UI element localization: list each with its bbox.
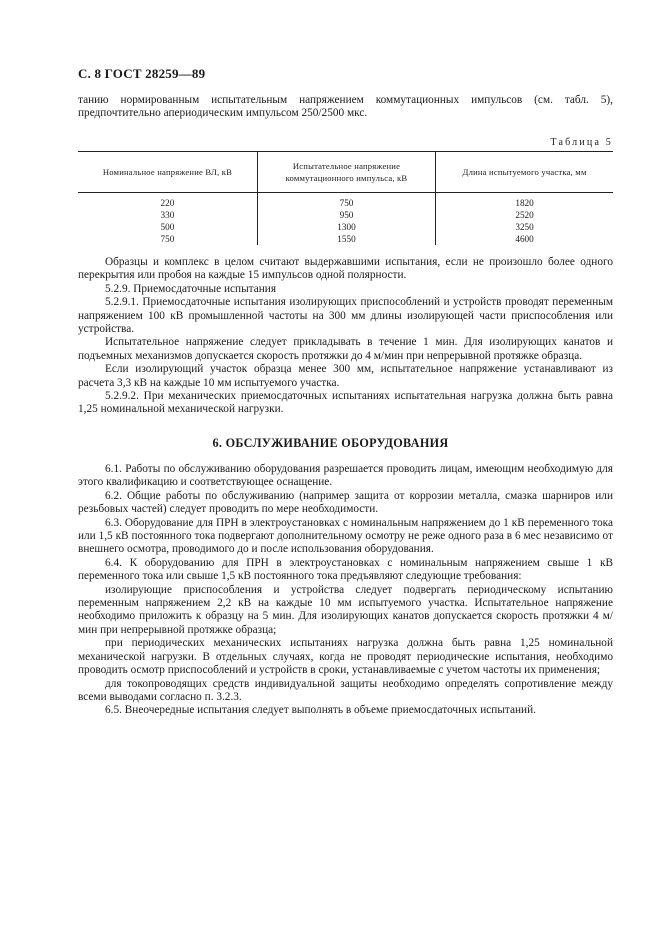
paragraph: 6.3. Оборудование для ПРН в электроустановках с номинальным напряжением до 1 кВ переменного тока или 1,5 кВ постоянного тока подвергают дополнительному осмотру не реже одного раза в 6 мес независимо от внешнего осмотра, проводимого до и после использования оборудования. — [78, 516, 613, 556]
table-row — [78, 193, 613, 246]
paragraph: 6.1. Работы по обслуживанию оборудования разрешается проводить лицам, имеющим необходимую для этого квалификацию и соответствующее оснащение. — [78, 463, 613, 489]
table-header-cell: Длина испытуемого участка, мм — [436, 152, 613, 193]
paragraph: для токопроводящих средств индивидуальной защиты необходимо определять сопротивление между всеми выводами согласно п. 3.2.3. — [78, 677, 613, 703]
paragraph: при периодических механических испытаниях нагрузка должна быть равна 1,25 номинальной механической нагрузки. В отдельных случаях, когда не проводят периодические испытания, необходимо проводить осмотр приспособлений и устройств в сроки, устанавливаемые с учетом частоты их применения; — [78, 637, 613, 677]
intro-paragraph — [78, 94, 613, 121]
paragraph: 5.2.9.1. Приемосдаточные испытания изолирующих приспособлений и устройств проводят переменным напряжением 100 кВ промышленной частоты на 300 мм длины изолирующей части приспособления или устройства. — [78, 296, 613, 336]
paragraph: Если изолирующий участок образца менее 300 мм, испытательное напряжение устанавливают из расчета 3,3 кВ на каждые 10 мм испытуемого участка. — [78, 363, 613, 389]
paragraph: 6.5. Внеочередные испытания следует выполнять в объеме приемосдаточных испытаний. — [105, 704, 536, 717]
after-table-block — [78, 256, 613, 417]
paragraph: Образцы и комплекс в целом считают выдержавшими испытания, если не произошло более одного перекрытия или пробоя на каждые 15 импульсов одной полярности. — [78, 256, 613, 282]
table-header-row — [78, 152, 613, 193]
paragraph: 6.4. К оборудованию для ПРН в электроустановках с номинальным напряжением свыше 1 кВ переменного тока или свыше 1,5 кВ постоянного тока предъявляют следующие требования: — [78, 556, 613, 583]
intro-text: танию нормированным испытательным напряжением коммутационных импульсов (см. табл. 5), предпочтительно апериодическим импульсом 250/2500 мкс. — [78, 94, 613, 120]
table-cell-test-voltage: 750 950 1300 1550 — [257, 193, 435, 246]
table-cell-nominal-voltage: 220 330 500 750 — [160, 198, 175, 244]
page-header: С. 8 ГОСТ 28259—89 — [78, 66, 206, 81]
paragraph: 5.2.9.2. При механических приемосдаточных испытаниях испытательная нагрузка должна быть равна 1,25 номинальной механической нагрузки. — [78, 390, 613, 416]
section-heading: 6. ОБСЛУЖИВАНИЕ ОБОРУДОВАНИЯ — [212, 436, 449, 450]
table-cell-length: 1820 2520 3250 4600 — [436, 193, 613, 246]
section-6-block — [78, 463, 613, 718]
paragraph: 6.2. Общие работы по обслуживанию (например защита от коррозии металла, смазка шарниров или резьбовых частей) следует проводить по мере необходимости. — [78, 489, 613, 516]
table-5 — [78, 151, 613, 245]
table-header-cell: Испытательное напряжение коммутационного импульса, кВ — [257, 152, 435, 193]
table-caption: Таблица 5 — [550, 137, 613, 148]
paragraph: изолирующие приспособления и устройства следует подвергать периодическому испытанию переменным напряжением 2,2 кВ на каждые 10 мм испытуемого участка. Испытательное напряжение необходимо приложить к образцу на 5 мин. Для изолирующих канатов допускается скорость протяжки 4 м/мин при непрерывной протяжке образца; — [78, 583, 613, 636]
table-header-cell: Номинальное напряжение ВЛ, кВ — [78, 152, 257, 193]
paragraph: 5.2.9. Приемосдаточные испытания — [105, 282, 277, 295]
paragraph: Испытательное напряжение следует прикладывать в течение 1 мин. Для изолирующих канатов и подъемных механизмов допускается скорость протяжки до 4 м/мин при непрерывной протяжке образца. — [78, 336, 613, 362]
